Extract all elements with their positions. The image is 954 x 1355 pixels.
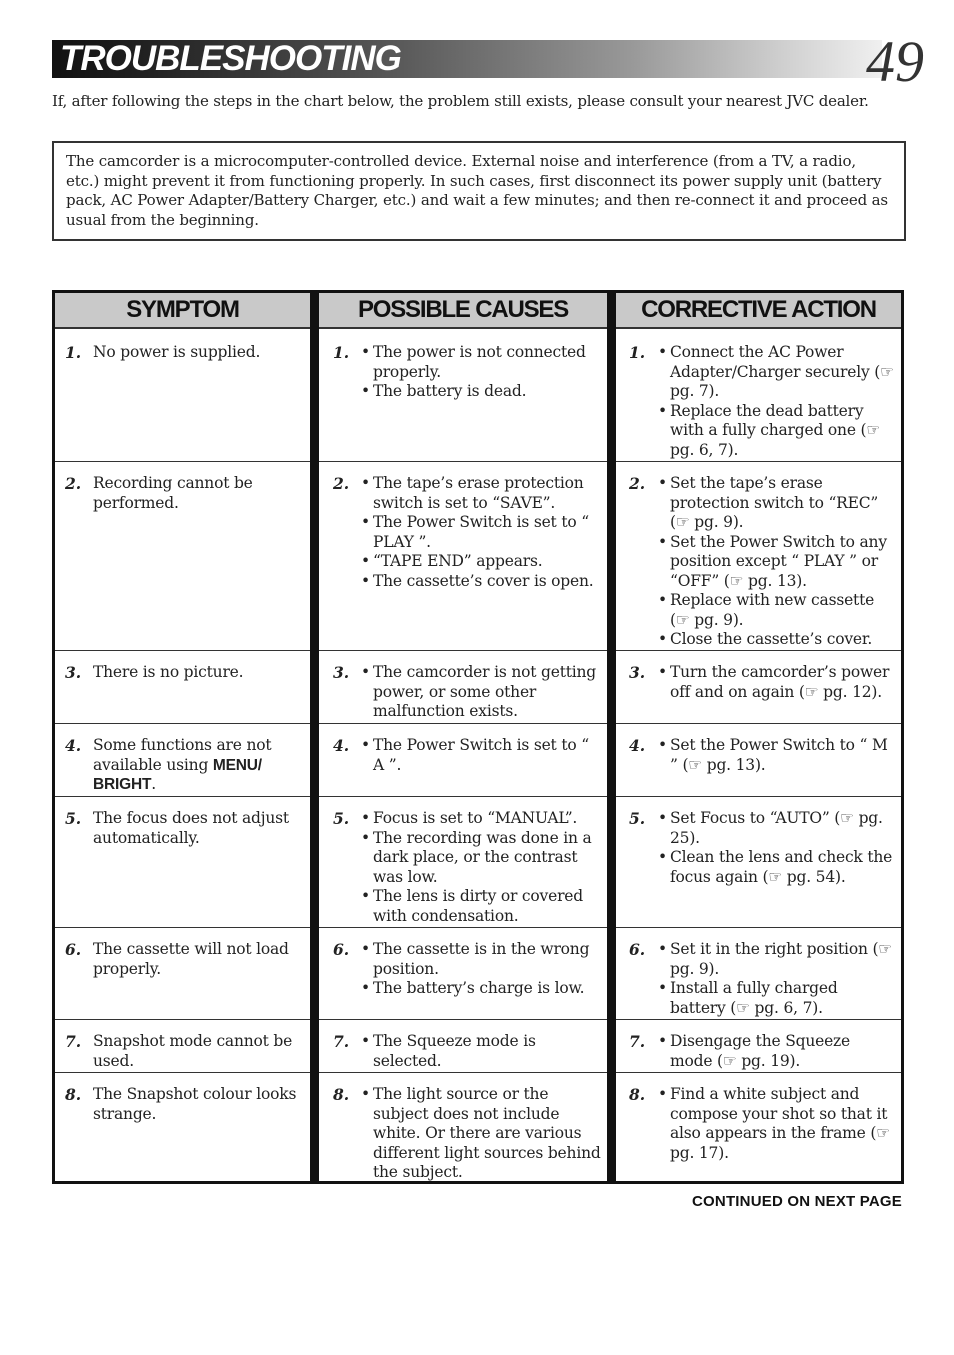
symptom-text: The cassette will not load properly.	[93, 940, 289, 978]
row-divider	[55, 1019, 310, 1020]
troubleshooting-table	[52, 290, 904, 1184]
action-item: • Replace with new cassette (☞ pg. 9).	[658, 591, 895, 630]
header-bar	[52, 40, 882, 78]
symptom-text: There is no picture.	[93, 663, 244, 681]
row-divider	[616, 927, 901, 928]
row-number: 8.	[65, 1085, 82, 1104]
symptom-text: Recording cannot be performed.	[93, 474, 253, 512]
symptom-column	[55, 293, 310, 1181]
cause-item: • The recording was done in a dark place, or the contrast was low.	[361, 829, 601, 888]
row-number: 4.	[65, 736, 82, 755]
row-number: 1.	[629, 343, 646, 362]
row-number: 2.	[333, 474, 350, 493]
action-item: • Set it in the right position (☞ pg. 9).	[658, 940, 895, 979]
row-divider	[319, 1072, 607, 1073]
row-divider	[616, 796, 901, 797]
row-number: 2.	[629, 474, 646, 493]
row-divider	[319, 461, 607, 462]
cause-item: • The cassette is in the wrong position.	[361, 940, 601, 979]
row-number: 8.	[629, 1085, 646, 1104]
row-number: 2.	[65, 474, 82, 493]
row-number: 5.	[629, 809, 646, 828]
row-divider	[616, 1019, 901, 1020]
row-number: 4.	[333, 736, 350, 755]
cause-list	[361, 663, 601, 722]
row-divider	[319, 650, 607, 651]
row-divider	[55, 1072, 310, 1073]
action-item: • Turn the camcorder’s power off and on again (☞ pg. 12).	[658, 663, 895, 702]
row-divider	[616, 1072, 901, 1073]
cause-item: • The Power Switch is set to “ PLAY ”.	[361, 513, 601, 552]
row-number: 1.	[333, 343, 350, 362]
action-item: • Set the Power Switch to any position except “ PLAY ” or “OFF” (☞ pg. 13).	[658, 533, 895, 592]
cause-item: • Focus is set to “MANUAL”.	[361, 809, 601, 829]
row-number: 5.	[333, 809, 350, 828]
symptom-text: Snapshot mode cannot be used.	[93, 1032, 293, 1070]
row-number: 3.	[333, 663, 350, 682]
continued-note: CONTINUED ON NEXT PAGE	[692, 1193, 902, 1210]
cause-list	[361, 1032, 601, 1071]
row-divider	[55, 796, 310, 797]
row-divider	[616, 650, 901, 651]
row-divider	[55, 927, 310, 928]
page-number: 49	[866, 29, 924, 94]
cause-item: • The light source or the subject does not include white. Or there are various different light sources behind the subject.	[361, 1085, 601, 1183]
symptom-text: The focus does not adjust automatically.	[93, 809, 289, 847]
row-number: 7.	[333, 1032, 350, 1051]
row-divider	[319, 927, 607, 928]
row-divider	[319, 723, 607, 724]
row-number: 6.	[65, 940, 82, 959]
action-list	[658, 736, 895, 775]
cause-item: • The lens is dirty or covered with condensation.	[361, 887, 601, 926]
cause-item: • The camcorder is not getting power, or some other malfunction exists.	[361, 663, 601, 722]
cause-list	[361, 736, 601, 775]
row-divider	[319, 796, 607, 797]
intro-text: If, after following the steps in the chart below, the problem still exists, please consult your nearest JVC dealer.	[52, 92, 869, 110]
cause-item: • The battery is dead.	[361, 382, 601, 402]
action-item: • Clean the lens and check the focus again (☞ pg. 54).	[658, 848, 895, 887]
symptom-text: The Snapshot colour looks strange.	[93, 1085, 297, 1123]
row-number: 8.	[333, 1085, 350, 1104]
action-list	[658, 343, 895, 460]
cause-list	[361, 474, 601, 591]
action-list	[658, 474, 895, 650]
action-item: • Close the cassette’s cover.	[658, 630, 895, 650]
action-column	[616, 293, 901, 1181]
cause-item: • The cassette’s cover is open.	[361, 572, 601, 592]
row-number: 5.	[65, 809, 82, 828]
row-divider	[55, 723, 310, 724]
row-divider	[55, 461, 310, 462]
cause-list	[361, 809, 601, 926]
page-title: TROUBLESHOOTING	[60, 39, 401, 78]
row-number: 6.	[629, 940, 646, 959]
action-item: • Set the tape’s erase protection switch to “REC” (☞ pg. 9).	[658, 474, 895, 533]
symptom-header: SYMPTOM	[55, 293, 310, 329]
row-number: 3.	[629, 663, 646, 682]
action-list	[658, 940, 895, 1018]
row-number: 6.	[333, 940, 350, 959]
row-divider	[55, 650, 310, 651]
row-number: 1.	[65, 343, 82, 362]
action-item: • Connect the AC Power Adapter/Charger securely (☞ pg. 7).	[658, 343, 895, 402]
cause-item: • The tape’s erase protection switch is set to “SAVE”.	[361, 474, 601, 513]
causes-header: POSSIBLE CAUSES	[319, 293, 607, 329]
row-number: 3.	[65, 663, 82, 682]
action-item: • Install a fully charged battery (☞ pg. 6, 7).	[658, 979, 895, 1018]
action-list	[658, 1032, 895, 1071]
row-number: 7.	[629, 1032, 646, 1051]
causes-column	[319, 293, 607, 1181]
row-divider	[616, 723, 901, 724]
row-number: 4.	[629, 736, 646, 755]
cause-list	[361, 940, 601, 999]
action-list	[658, 809, 895, 887]
cause-item: • “TAPE END” appears.	[361, 552, 601, 572]
cause-item: • The power is not connected properly.	[361, 343, 601, 382]
cause-item: • The Power Switch is set to “ A ”.	[361, 736, 601, 775]
cause-item: • The battery’s charge is low.	[361, 979, 601, 999]
action-list	[658, 663, 895, 702]
cause-list	[361, 343, 601, 402]
action-item: • Set Focus to “AUTO” (☞ pg. 25).	[658, 809, 895, 848]
row-number: 7.	[65, 1032, 82, 1051]
cause-list	[361, 1085, 601, 1183]
notice-box: The camcorder is a microcomputer-controlled device. External noise and interference (from a TV, a radio, etc.) might prevent it from functioning properly. In such cases, first disconnect its power supply unit (battery pack, AC Power Adapter/Battery Charger, etc.) and wait a few minutes; and then re-connect it and proceed as usual from the beginning.	[52, 141, 906, 241]
action-header: CORRECTIVE ACTION	[616, 293, 901, 329]
symptom-text: Some functions are not available using MENU/ BRIGHT.	[93, 736, 272, 793]
action-item: • Find a white subject and compose your shot so that it also appears in the frame (☞ pg. 17).	[658, 1085, 895, 1163]
symptom-text: No power is supplied.	[93, 343, 261, 361]
row-divider	[616, 461, 901, 462]
page-header	[52, 29, 924, 94]
action-list	[658, 1085, 895, 1163]
action-item: • Disengage the Squeeze mode (☞ pg. 19).	[658, 1032, 895, 1071]
row-divider	[319, 1019, 607, 1020]
cause-item: • The Squeeze mode is selected.	[361, 1032, 601, 1071]
action-item: • Replace the dead battery with a fully charged one (☞ pg. 6, 7).	[658, 402, 895, 461]
action-item: • Set the Power Switch to “ M ” (☞ pg. 13).	[658, 736, 895, 775]
